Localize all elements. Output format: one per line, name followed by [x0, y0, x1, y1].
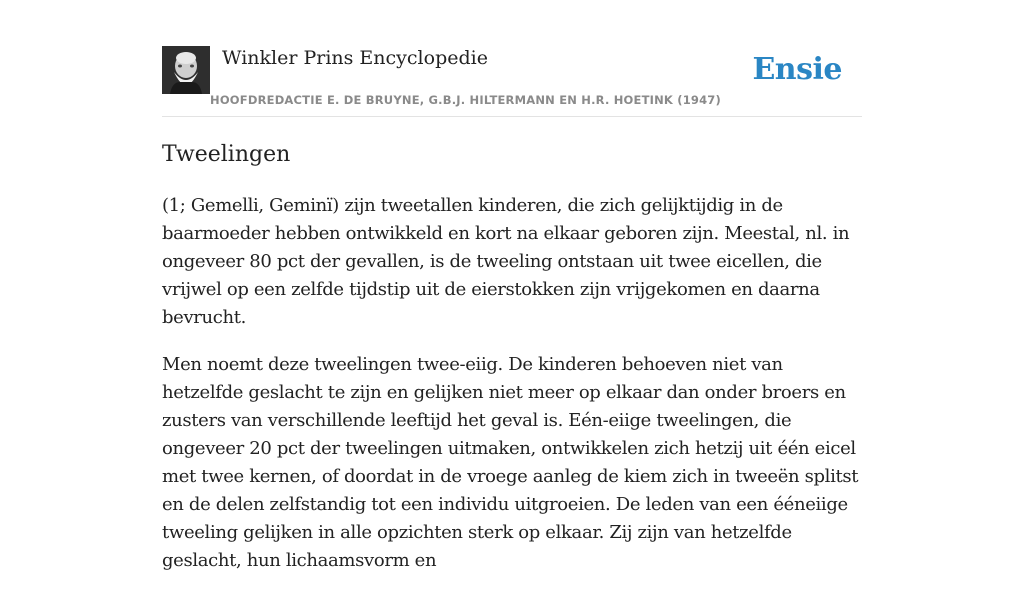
article-paragraph: Men noemt deze tweelingen twee-eiig. De kinderen behoeven niet van hetzelfde geslacht te zijn en gelijken niet meer op elkaar dan onder broers en zusters van verschillende leeftijd het geval is. Eén-eiige tweelingen, die ongeveer 20 pct der tweelingen uitmaken, ontwikkelen zich hetzij uit één eicel met twee kernen, of doordat in de vroege aanleg de kiem zich in tweeën splitst en de delen zelfstandig tot een individu uitgroeien. De leden van een ééneiige tweeling gelijken in alle opzichten sterk op elkaar. Zij zijn van hetzelfde geslacht, hun lichaamsvorm en — [162, 354, 859, 571]
encyclopedia-name[interactable]: Winkler Prins Encyclopedie — [222, 47, 488, 69]
encyclopedia-header — [162, 46, 862, 117]
author-avatar[interactable] — [162, 46, 210, 94]
ensie-logo[interactable]: Ensie — [752, 52, 842, 87]
article-body — [162, 192, 862, 594]
bearded-man-portrait-icon — [162, 46, 210, 94]
editors-line: HOOFDREDACTIE E. DE BRUYNE, G.B.J. HILTERMANN EN H.R. HOETINK (1947) — [210, 93, 721, 107]
article-title: Tweelingen — [162, 142, 291, 167]
article-paragraph: (1; Gemelli, Geminï) zijn tweetallen kinderen, die zich gelijktijdig in de baarmoeder hebben ontwikkeld en kort na elkaar geboren zijn. Meestal, nl. in ongeveer 80 pct der gevallen, is de tweeling ontstaan uit twee eicellen, die vrijwel op een zelfde tijdstip uit de eierstokken zijn vrijgekomen en daarna bevrucht. — [162, 195, 850, 328]
